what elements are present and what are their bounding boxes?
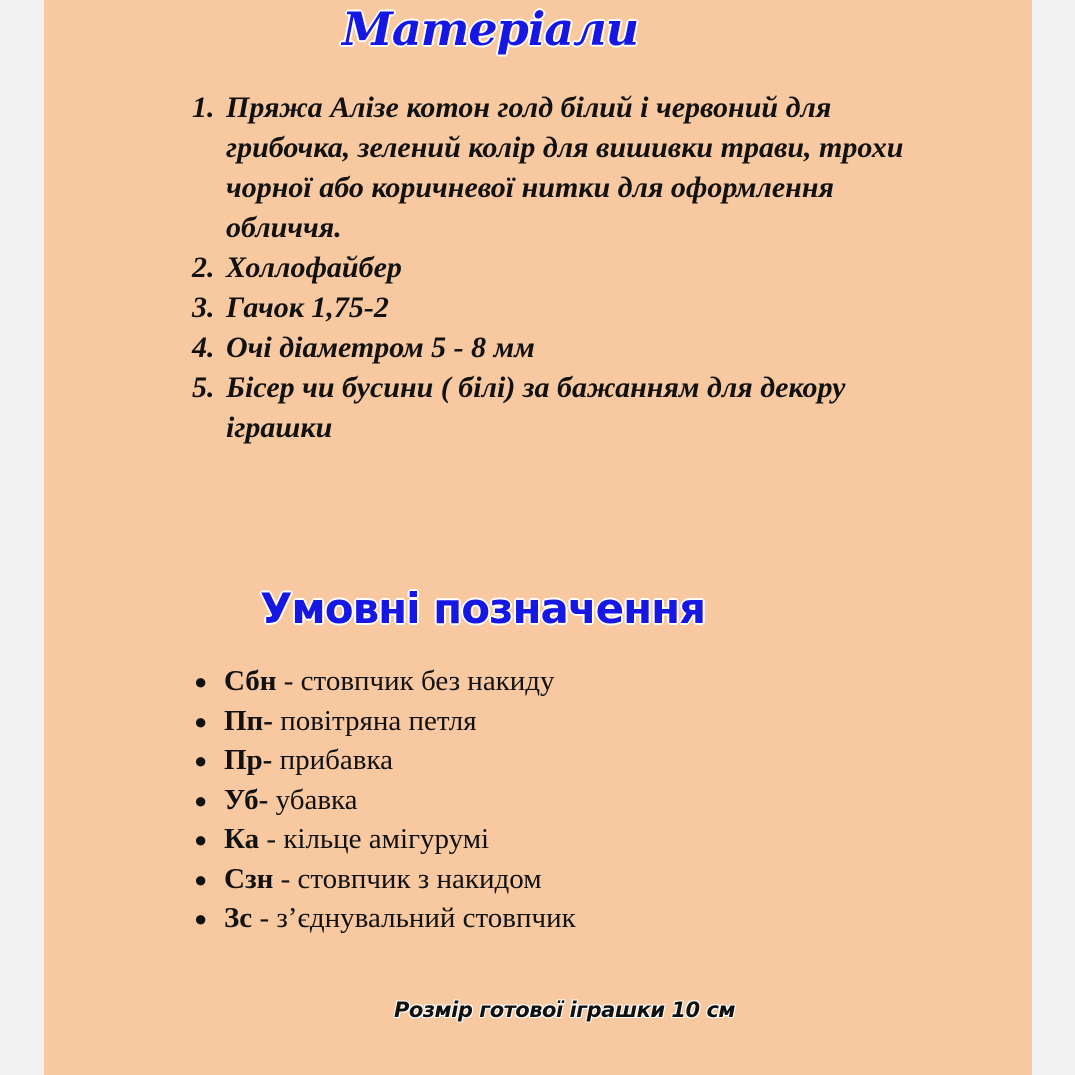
legend-description: прибавка [272,744,393,776]
document-page [44,0,1032,1075]
bullet-icon: ● [194,787,208,813]
list-item [194,860,576,900]
list-item [194,741,576,781]
list-item [192,248,952,288]
item-text: Бісер чи бусини ( білі) за бажанням для декору іграшки [226,371,846,444]
legend-description: - стовпчик з накидом [273,862,542,895]
bullet-icon: ● [194,906,208,931]
legend-abbreviation: Ка [224,823,260,855]
item-number: 1. [192,91,215,124]
legend-description: - з’єднувальний стовпчик [252,902,576,934]
list-item [194,899,576,939]
bullet-icon: ● [194,708,208,734]
materials-list [192,88,952,448]
bullet-icon: ● [194,669,208,694]
item-number: 2. [192,251,215,284]
list-item [192,328,952,368]
bullet-icon: ● [194,748,208,773]
legend-abbreviation: Пр- [224,744,273,776]
bullet-icon: ● [194,866,208,892]
legend-list [194,662,576,939]
list-item [194,781,576,821]
bullet-icon: ● [194,827,208,852]
item-number: 5. [192,371,215,404]
legend-abbreviation: Зс [224,902,253,934]
list-item [194,662,576,702]
legend-description: - кільце амігурумі [259,823,490,855]
legend-heading: Умовні позначення [260,584,706,633]
item-text: Гачок 1,75-2 [226,291,389,324]
item-number: 3. [192,291,215,324]
legend-abbreviation: Сзн [224,862,274,895]
toy-size-note: Розмір готової іграшки 10 см [394,998,736,1022]
list-item [192,368,952,448]
item-number: 4. [192,331,215,364]
item-text: Пряжа Алізе котон голд білий і червоний для грибочка, зелений колір для вишивки трави, трохи чорної або коричневої нитки для оформлення обличчя. [226,91,904,244]
list-item [192,88,952,248]
legend-description: - стовпчик без накиду [276,665,555,697]
list-item [194,702,576,742]
item-text: Холлофайбер [226,251,402,284]
legend-abbreviation: Уб- [224,783,269,816]
legend-abbreviation: Сбн [224,665,277,697]
list-item [192,288,952,328]
materials-heading: Матеріали [342,2,639,56]
legend-abbreviation: Пп- [224,704,273,737]
list-item [194,820,576,860]
item-text: Очі діаметром 5 - 8 мм [226,331,535,364]
legend-description: повітряна петля [272,704,477,737]
legend-description: убавка [268,783,358,816]
